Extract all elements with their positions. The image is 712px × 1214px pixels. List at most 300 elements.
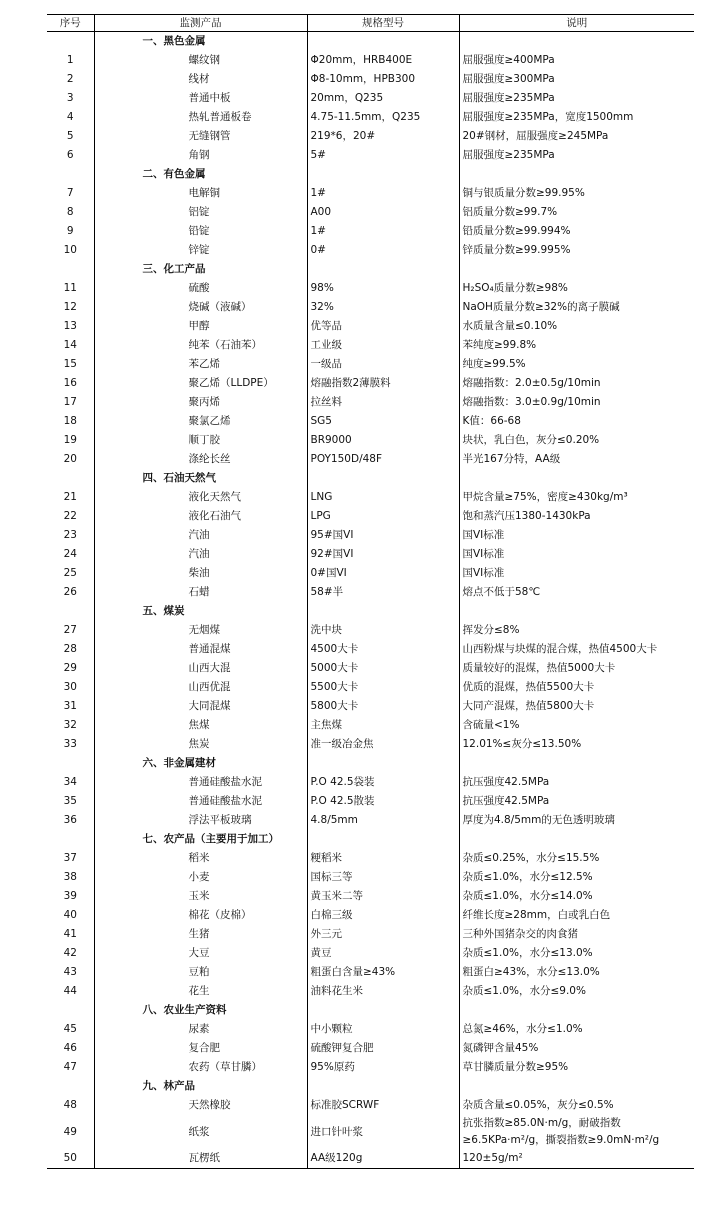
table-row: [47, 1020, 694, 1039]
row-description: 熔融指数：3.0±0.9g/10min: [462, 396, 601, 408]
row-description: NaOH质量分数≥32%的离子膜碱: [462, 301, 620, 313]
row-index: 23: [47, 526, 94, 545]
row-product: 热轧普通板卷: [94, 108, 307, 127]
row-description: H₂SO₄质量分数≥98%: [462, 282, 568, 294]
category-spacer: [459, 32, 694, 52]
row-product: 角钢: [94, 146, 307, 165]
row-description: 三种外国猪杂交的肉食猪: [462, 928, 578, 940]
row-description: 杂质≤1.0%，水分≤12.5%: [462, 871, 593, 883]
row-spec: 95#国VI: [307, 526, 459, 545]
row-index: 7: [47, 184, 94, 203]
category-name: 八、农业生产资料: [94, 1001, 307, 1020]
row-index: 2: [47, 70, 94, 89]
category-spacer: [459, 602, 694, 621]
row-index: 41: [47, 925, 94, 944]
row-description: 屈服强度≥400MPa: [462, 54, 555, 66]
category-spacer: [307, 469, 459, 488]
category-name: 七、农产品（主要用于加工）: [94, 830, 307, 849]
row-description: 熔融指数：2.0±0.5g/10min: [462, 377, 601, 389]
row-spec: 4.75-11.5mm，Q235: [307, 108, 459, 127]
table-row: [47, 431, 694, 450]
row-index: 37: [47, 849, 94, 868]
row-spec: 58#半: [307, 583, 459, 602]
row-index: 11: [47, 279, 94, 298]
row-spec: 拉丝料: [307, 393, 459, 412]
table-row: [47, 849, 694, 868]
category-spacer: [307, 32, 459, 52]
table-row: [47, 792, 694, 811]
row-product: 尿素: [94, 1020, 307, 1039]
row-product: 瓦楞纸: [94, 1149, 307, 1169]
row-description: 抗压强度42.5MPa: [462, 776, 550, 788]
table-row: [47, 697, 694, 716]
table-row: [47, 298, 694, 317]
table-row: [47, 982, 694, 1001]
row-index: 25: [47, 564, 94, 583]
row-index: 4: [47, 108, 94, 127]
row-index: 20: [47, 450, 94, 469]
row-spec: P.O 42.5袋装: [307, 773, 459, 792]
table-row: [47, 184, 694, 203]
row-spec: 0#: [307, 241, 459, 260]
row-index: 8: [47, 203, 94, 222]
row-product: 液化天然气: [94, 488, 307, 507]
row-index: 36: [47, 811, 94, 830]
row-description: 甲烷含量≥75%，密度≥430kg/m³: [462, 491, 628, 503]
row-product: 硫酸: [94, 279, 307, 298]
row-description: 大同产混煤，热值5800大卡: [462, 700, 595, 712]
category-name: 九、林产品: [94, 1077, 307, 1096]
row-description: 纤维长度≥28mm，白或乳白色: [462, 909, 611, 921]
row-spec: 优等品: [307, 317, 459, 336]
category-spacer: [307, 754, 459, 773]
category-name: 三、化工产品: [94, 260, 307, 279]
row-product: 普通硅酸盐水泥: [94, 773, 307, 792]
table-row: [47, 241, 694, 260]
row-description: 屈服强度≥235MPa: [462, 149, 555, 161]
category-row: [47, 469, 694, 488]
category-spacer: [47, 754, 94, 773]
row-spec: 白棉三级: [307, 906, 459, 925]
table-row: [47, 906, 694, 925]
row-spec: Φ8-10mm，HPB300: [307, 70, 459, 89]
row-spec: 工业级: [307, 336, 459, 355]
row-product: 玉米: [94, 887, 307, 906]
category-spacer: [459, 165, 694, 184]
table-row: [47, 51, 694, 70]
category-name: 二、有色金属: [94, 165, 307, 184]
table-row: [47, 944, 694, 963]
row-index: 48: [47, 1096, 94, 1115]
row-index: 43: [47, 963, 94, 982]
row-product: 山西优混: [94, 678, 307, 697]
row-index: 40: [47, 906, 94, 925]
row-index: 28: [47, 640, 94, 659]
table-row: [47, 203, 694, 222]
row-product: 生猪: [94, 925, 307, 944]
row-product: 普通混煤: [94, 640, 307, 659]
table-row: [47, 526, 694, 545]
row-spec: 中小颗粒: [307, 1020, 459, 1039]
row-product: 石蜡: [94, 583, 307, 602]
category-name: 六、非金属建材: [94, 754, 307, 773]
row-index: 35: [47, 792, 94, 811]
row-index: 32: [47, 716, 94, 735]
category-row: [47, 754, 694, 773]
table-row: [47, 678, 694, 697]
row-product: 铅锭: [94, 222, 307, 241]
row-spec: 98%: [307, 279, 459, 298]
row-description: 杂质≤0.25%，水分≤15.5%: [462, 852, 600, 864]
row-spec: 黄玉米二等: [307, 887, 459, 906]
row-product: 小麦: [94, 868, 307, 887]
row-description: 苯纯度≥99.8%: [462, 339, 537, 351]
table-row: [47, 640, 694, 659]
row-description: 饱和蒸汽压1380-1430kPa: [462, 510, 591, 522]
row-index: 33: [47, 735, 94, 754]
category-spacer: [307, 260, 459, 279]
row-index: 17: [47, 393, 94, 412]
category-spacer: [47, 1001, 94, 1020]
row-product: 棉花（皮棉）: [94, 906, 307, 925]
row-description: 抗压强度42.5MPa: [462, 795, 550, 807]
category-name: 一、黑色金属: [94, 32, 307, 52]
row-index: 49: [47, 1115, 94, 1149]
category-spacer: [47, 1077, 94, 1096]
row-spec: 外三元: [307, 925, 459, 944]
row-description: 屈服强度≥300MPa: [462, 73, 555, 85]
row-product: 纸浆: [94, 1115, 307, 1149]
table-header-row: [47, 15, 694, 32]
row-product: 顺丁胶: [94, 431, 307, 450]
row-description: K值：66-68: [462, 415, 521, 427]
row-index: 21: [47, 488, 94, 507]
row-product: 锌锭: [94, 241, 307, 260]
row-product: 农药（草甘膦）: [94, 1058, 307, 1077]
row-description: 锌质量分数≥99.995%: [462, 244, 571, 256]
row-product: 汽油: [94, 545, 307, 564]
document: [47, 14, 694, 1169]
row-index: 27: [47, 621, 94, 640]
row-description: 山西粉煤与块煤的混合煤，热值4500大卡: [462, 643, 658, 655]
table-row: [47, 1149, 694, 1169]
row-spec: 主焦煤: [307, 716, 459, 735]
row-product: 大豆: [94, 944, 307, 963]
category-spacer: [459, 1001, 694, 1020]
row-description: 质量较好的混煤，热值5000大卡: [462, 662, 616, 674]
row-description: 20#钢材，屈服强度≥245MPa: [462, 130, 609, 142]
row-spec: 标准胶SCRWF: [307, 1096, 459, 1115]
row-spec: 32%: [307, 298, 459, 317]
row-index: 3: [47, 89, 94, 108]
row-spec: 1#: [307, 184, 459, 203]
category-spacer: [307, 1077, 459, 1096]
row-product: 花生: [94, 982, 307, 1001]
table-row: [47, 716, 694, 735]
row-description: 纯度≥99.5%: [462, 358, 526, 370]
category-row: [47, 165, 694, 184]
table-row: [47, 412, 694, 431]
row-spec: AA级120g: [307, 1149, 459, 1169]
row-description: 国VI标准: [462, 548, 505, 560]
row-index: 1: [47, 51, 94, 70]
table-row: [47, 564, 694, 583]
row-description: 铝质量分数≥99.7%: [462, 206, 558, 218]
row-description: 铅质量分数≥99.994%: [462, 225, 571, 237]
row-description: 120±5g/m²: [459, 1149, 694, 1169]
row-product: 聚乙烯（LLDPE）: [94, 374, 307, 393]
row-index: 24: [47, 545, 94, 564]
table-row: [47, 583, 694, 602]
row-spec: 黄豆: [307, 944, 459, 963]
product-table: [47, 14, 694, 1169]
row-spec: A00: [307, 203, 459, 222]
row-product: 电解铜: [94, 184, 307, 203]
table-row: [47, 317, 694, 336]
table-row: [47, 89, 694, 108]
header-product: 监测产品: [94, 15, 307, 32]
table-row: [47, 279, 694, 298]
row-index: 10: [47, 241, 94, 260]
row-description: 含硫量<1%: [462, 719, 520, 731]
row-spec: 219*6，20#: [307, 127, 459, 146]
category-spacer: [307, 1001, 459, 1020]
table-row: [47, 659, 694, 678]
row-description: 厚度为4.8/5mm的无色透明玻璃: [462, 814, 615, 826]
category-row: [47, 1077, 694, 1096]
row-index: 14: [47, 336, 94, 355]
row-product: 豆粕: [94, 963, 307, 982]
table-row: [47, 811, 694, 830]
category-spacer: [47, 830, 94, 849]
row-index: 9: [47, 222, 94, 241]
row-product: 汽油: [94, 526, 307, 545]
row-index: 30: [47, 678, 94, 697]
row-spec: 准一级冶金焦: [307, 735, 459, 754]
row-spec: LNG: [307, 488, 459, 507]
category-spacer: [459, 469, 694, 488]
row-description: 杂质≤1.0%，水分≤9.0%: [462, 985, 586, 997]
row-description: 半光167分特，AA级: [462, 453, 561, 465]
table-row: [47, 222, 694, 241]
table-row: [47, 1096, 694, 1115]
table-row: [47, 868, 694, 887]
row-description: 粗蛋白≥43%，水分≤13.0%: [462, 966, 600, 978]
row-index: 46: [47, 1039, 94, 1058]
table-row: [47, 887, 694, 906]
row-description: 熔点不低于58℃: [462, 586, 541, 598]
row-product: 焦煤: [94, 716, 307, 735]
row-spec: 0#国VI: [307, 564, 459, 583]
row-description: 屈服强度≥235MPa，宽度1500mm: [462, 111, 634, 123]
row-spec: 粳稻米: [307, 849, 459, 868]
row-spec: 油料花生米: [307, 982, 459, 1001]
row-product: 普通硅酸盐水泥: [94, 792, 307, 811]
header-index: 序号: [47, 15, 94, 32]
row-index: 26: [47, 583, 94, 602]
table-row: [47, 925, 694, 944]
row-product: 铝锭: [94, 203, 307, 222]
row-description: 总氮≥46%，水分≤1.0%: [462, 1023, 583, 1035]
category-spacer: [459, 830, 694, 849]
row-product: 甲醇: [94, 317, 307, 336]
table-row: [47, 1039, 694, 1058]
category-spacer: [47, 602, 94, 621]
row-product: 焦炭: [94, 735, 307, 754]
row-index: 29: [47, 659, 94, 678]
row-product: 烧碱（液碱）: [94, 298, 307, 317]
row-spec: 5500大卡: [307, 678, 459, 697]
row-spec: 洗中块: [307, 621, 459, 640]
category-name: 四、石油天然气: [94, 469, 307, 488]
row-product: 天然橡胶: [94, 1096, 307, 1115]
row-spec: 4500大卡: [307, 640, 459, 659]
table-row: [47, 127, 694, 146]
row-product: 螺纹钢: [94, 51, 307, 70]
category-spacer: [47, 165, 94, 184]
row-product: 苯乙烯: [94, 355, 307, 374]
table-row: [47, 70, 694, 89]
table-row: [47, 374, 694, 393]
table-row: [47, 545, 694, 564]
table-row: [47, 1115, 694, 1149]
table-row: [47, 735, 694, 754]
row-description: 12.01%≤灰分≤13.50%: [462, 738, 582, 750]
table-row: [47, 355, 694, 374]
table-body: [47, 32, 694, 1169]
row-product: 涤纶长丝: [94, 450, 307, 469]
row-description: 氮磷钾含量45%: [462, 1042, 539, 1054]
row-index: 5: [47, 127, 94, 146]
row-spec: 5#: [307, 146, 459, 165]
row-index: 39: [47, 887, 94, 906]
table-row: [47, 507, 694, 526]
row-product: 大同混煤: [94, 697, 307, 716]
row-index: 47: [47, 1058, 94, 1077]
row-product: 无烟煤: [94, 621, 307, 640]
row-product: 柴油: [94, 564, 307, 583]
table-row: [47, 488, 694, 507]
row-spec: SG5: [307, 412, 459, 431]
category-row: [47, 260, 694, 279]
row-spec: 20mm，Q235: [307, 89, 459, 108]
row-spec: 硫酸钾复合肥: [307, 1039, 459, 1058]
row-description: 杂质≤1.0%，水分≤14.0%: [462, 890, 593, 902]
row-index: 31: [47, 697, 94, 716]
category-row: [47, 830, 694, 849]
category-row: [47, 32, 694, 52]
row-spec: 粗蛋白含量≥43%: [307, 963, 459, 982]
table-row: [47, 450, 694, 469]
row-spec: 进口针叶浆: [307, 1115, 459, 1149]
row-spec: LPG: [307, 507, 459, 526]
row-description: 块状，乳白色，灰分≤0.20%: [462, 434, 600, 446]
row-index: 34: [47, 773, 94, 792]
row-description: 国VI标准: [462, 567, 505, 579]
row-description: 屈服强度≥235MPa: [462, 92, 555, 104]
row-index: 42: [47, 944, 94, 963]
row-spec: 92#国VI: [307, 545, 459, 564]
table-row: [47, 621, 694, 640]
row-description: 杂质≤1.0%，水分≤13.0%: [462, 947, 593, 959]
table-row: [47, 1058, 694, 1077]
row-spec: 1#: [307, 222, 459, 241]
category-name: 五、煤炭: [94, 602, 307, 621]
row-product: 线材: [94, 70, 307, 89]
row-spec: POY150D/48F: [307, 450, 459, 469]
row-description: 铜与银质量分数≥99.95%: [462, 187, 585, 199]
category-spacer: [307, 830, 459, 849]
row-index: 16: [47, 374, 94, 393]
category-row: [47, 602, 694, 621]
row-index: 12: [47, 298, 94, 317]
row-index: 45: [47, 1020, 94, 1039]
category-spacer: [459, 1077, 694, 1096]
row-product: 浮法平板玻璃: [94, 811, 307, 830]
row-product: 复合肥: [94, 1039, 307, 1058]
row-product: 山西大混: [94, 659, 307, 678]
category-spacer: [307, 602, 459, 621]
row-index: 44: [47, 982, 94, 1001]
row-index: 19: [47, 431, 94, 450]
row-index: 38: [47, 868, 94, 887]
table-row: [47, 773, 694, 792]
header-spec: 规格型号: [307, 15, 459, 32]
row-product: 聚丙烯: [94, 393, 307, 412]
category-spacer: [47, 32, 94, 52]
row-spec: 5000大卡: [307, 659, 459, 678]
row-index: 13: [47, 317, 94, 336]
row-spec: 95%原药: [307, 1058, 459, 1077]
category-spacer: [47, 260, 94, 279]
category-spacer: [459, 754, 694, 773]
table-row: [47, 963, 694, 982]
row-spec: 熔融指数2薄膜料: [307, 374, 459, 393]
table-row: [47, 393, 694, 412]
row-description: 挥发分≤8%: [462, 624, 520, 636]
row-index: 22: [47, 507, 94, 526]
row-description: 优质的混煤，热值5500大卡: [462, 681, 595, 693]
row-index: 18: [47, 412, 94, 431]
row-product: 无缝钢管: [94, 127, 307, 146]
row-index: 6: [47, 146, 94, 165]
row-description: 草甘膦质量分数≥95%: [462, 1061, 569, 1073]
category-spacer: [47, 469, 94, 488]
row-description: 抗张指数≥85.0N·m/g，耐破指数≥6.5KPa·m²/g，撕裂指数≥9.0mN·m²/g: [462, 1117, 660, 1146]
row-spec: 国标三等: [307, 868, 459, 887]
row-spec: Φ20mm，HRB400E: [307, 51, 459, 70]
row-description: 国VI标准: [462, 529, 505, 541]
category-spacer: [459, 260, 694, 279]
row-spec: BR9000: [307, 431, 459, 450]
row-index: 15: [47, 355, 94, 374]
row-description: 水质量含量≤0.10%: [462, 320, 558, 332]
row-spec: 一级品: [307, 355, 459, 374]
row-product: 稻米: [94, 849, 307, 868]
row-product: 普通中板: [94, 89, 307, 108]
category-spacer: [307, 165, 459, 184]
row-product: 纯苯（石油苯）: [94, 336, 307, 355]
row-index: 50: [47, 1149, 94, 1169]
header-description: 说明: [459, 15, 694, 32]
row-description: 杂质含量≤0.05%，灰分≤0.5%: [462, 1099, 614, 1111]
row-spec: P.O 42.5散装: [307, 792, 459, 811]
table-row: [47, 146, 694, 165]
table-row: [47, 336, 694, 355]
category-row: [47, 1001, 694, 1020]
table-row: [47, 108, 694, 127]
row-spec: 5800大卡: [307, 697, 459, 716]
